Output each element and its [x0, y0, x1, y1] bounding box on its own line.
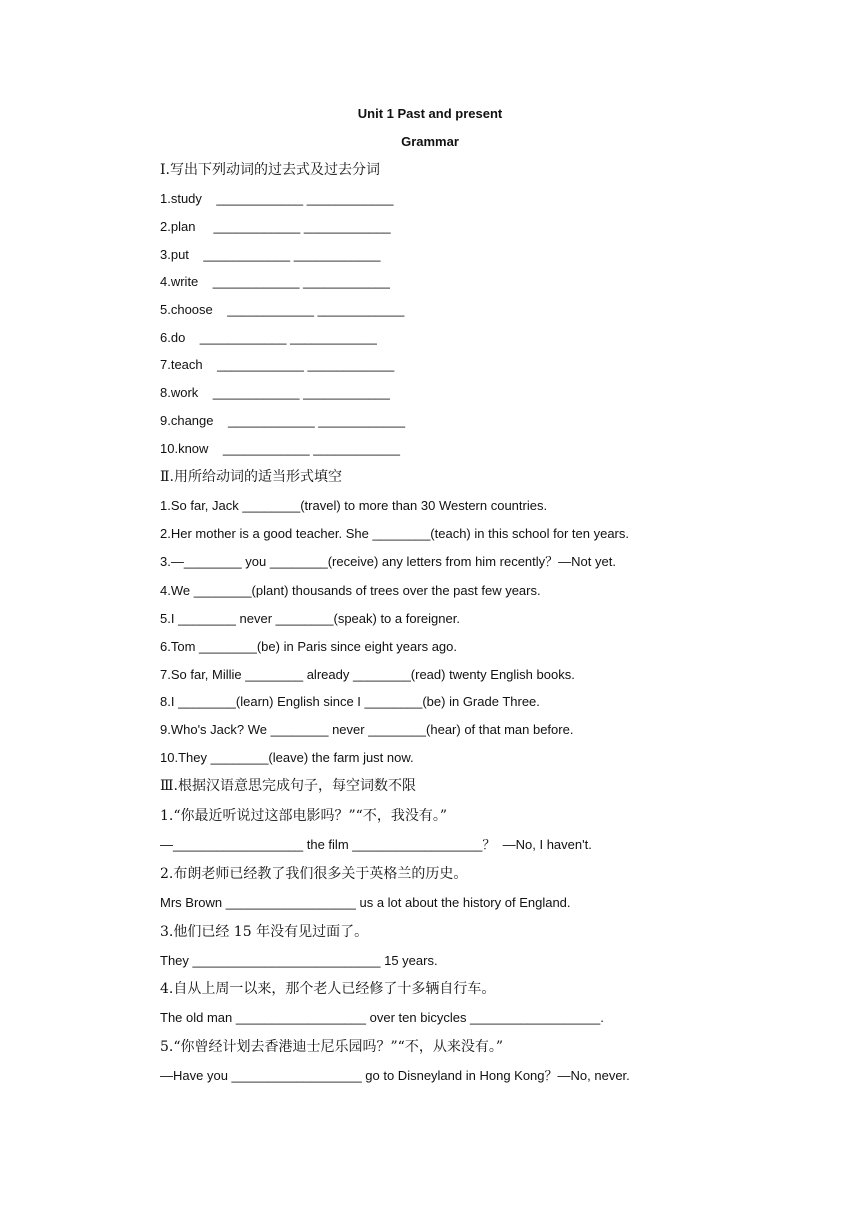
section-2-heading: Ⅱ.用所给动词的适当形式填空: [160, 469, 342, 485]
section-3-heading: Ⅲ.根据汉语意思完成句子，每空词数不限: [160, 778, 416, 794]
verb-item: 2.plan ____________ ____________: [160, 219, 391, 234]
page-title: Unit 1 Past and present: [357, 106, 503, 121]
fill-item: 7.So far, Millie ________ already ________(read) twenty English books.: [160, 667, 575, 682]
verb-item: 4.write ____________ ____________: [160, 274, 390, 289]
translation-answer: —Have you __________________ go to Disneyland in Hong Kong？—No, never.: [160, 1068, 630, 1083]
fill-item: 6.Tom ________(be) in Paris since eight years ago.: [160, 639, 458, 654]
verb-item: 6.do ____________ ____________: [160, 330, 377, 345]
verb-item: 10.know ____________ ____________: [160, 441, 400, 456]
fill-item: 8.I ________(learn) English since I ________(be) in Grade Three.: [160, 694, 540, 709]
section-1-heading: Ⅰ.写出下列动词的过去式及过去分词: [160, 162, 380, 178]
translation-answer: —__________________ the film __________________？ —No, I haven't.: [160, 837, 592, 852]
translation-answer: The old man __________________ over ten bicycles __________________.: [160, 1010, 604, 1025]
verb-item: 3.put ____________ ____________: [160, 247, 381, 262]
page-subtitle: Grammar: [401, 134, 459, 149]
fill-item: 10.They ________(leave) the farm just now.: [160, 750, 414, 765]
verb-item: 8.work ____________ ____________: [160, 385, 390, 400]
translation-answer: They __________________________ 15 years.: [160, 953, 438, 968]
fill-item: 1.So far, Jack ________(travel) to more than 30 Western countries.: [160, 498, 548, 513]
fill-item: 2.Her mother is a good teacher. She ________(teach) in this school for ten years.: [160, 526, 629, 541]
translation-prompt: 3.他们已经 15 年没有见过面了。: [160, 924, 369, 940]
fill-item: 4.We ________(plant) thousands of trees over the past few years.: [160, 583, 541, 598]
verb-item: 5.choose ____________ ____________: [160, 302, 405, 317]
verb-item: 7.teach ____________ ____________: [160, 357, 395, 372]
verb-item: 9.change ____________ ____________: [160, 413, 406, 428]
translation-prompt: 1.“你最近听说过这部电影吗？”“不，我没有。”: [160, 808, 447, 824]
fill-item: 3.—________ you ________(receive) any letters from him recently？—Not yet.: [160, 554, 616, 569]
translation-prompt: 2.布朗老师已经教了我们很多关于英格兰的历史。: [160, 866, 468, 882]
fill-item: 9.Who's Jack? We ________ never ________(hear) of that man before.: [160, 722, 574, 737]
verb-item: 1.study ____________ ____________: [160, 191, 394, 206]
fill-item: 5.I ________ never ________(speak) to a foreigner.: [160, 611, 460, 626]
translation-prompt: 4.自从上周一以来，那个老人已经修了十多辆自行车。: [160, 981, 496, 997]
translation-answer: Mrs Brown __________________ us a lot about the history of England.: [160, 895, 571, 910]
translation-prompt: 5.“你曾经计划去香港迪士尼乐园吗？”“不，从来没有。”: [160, 1039, 503, 1055]
